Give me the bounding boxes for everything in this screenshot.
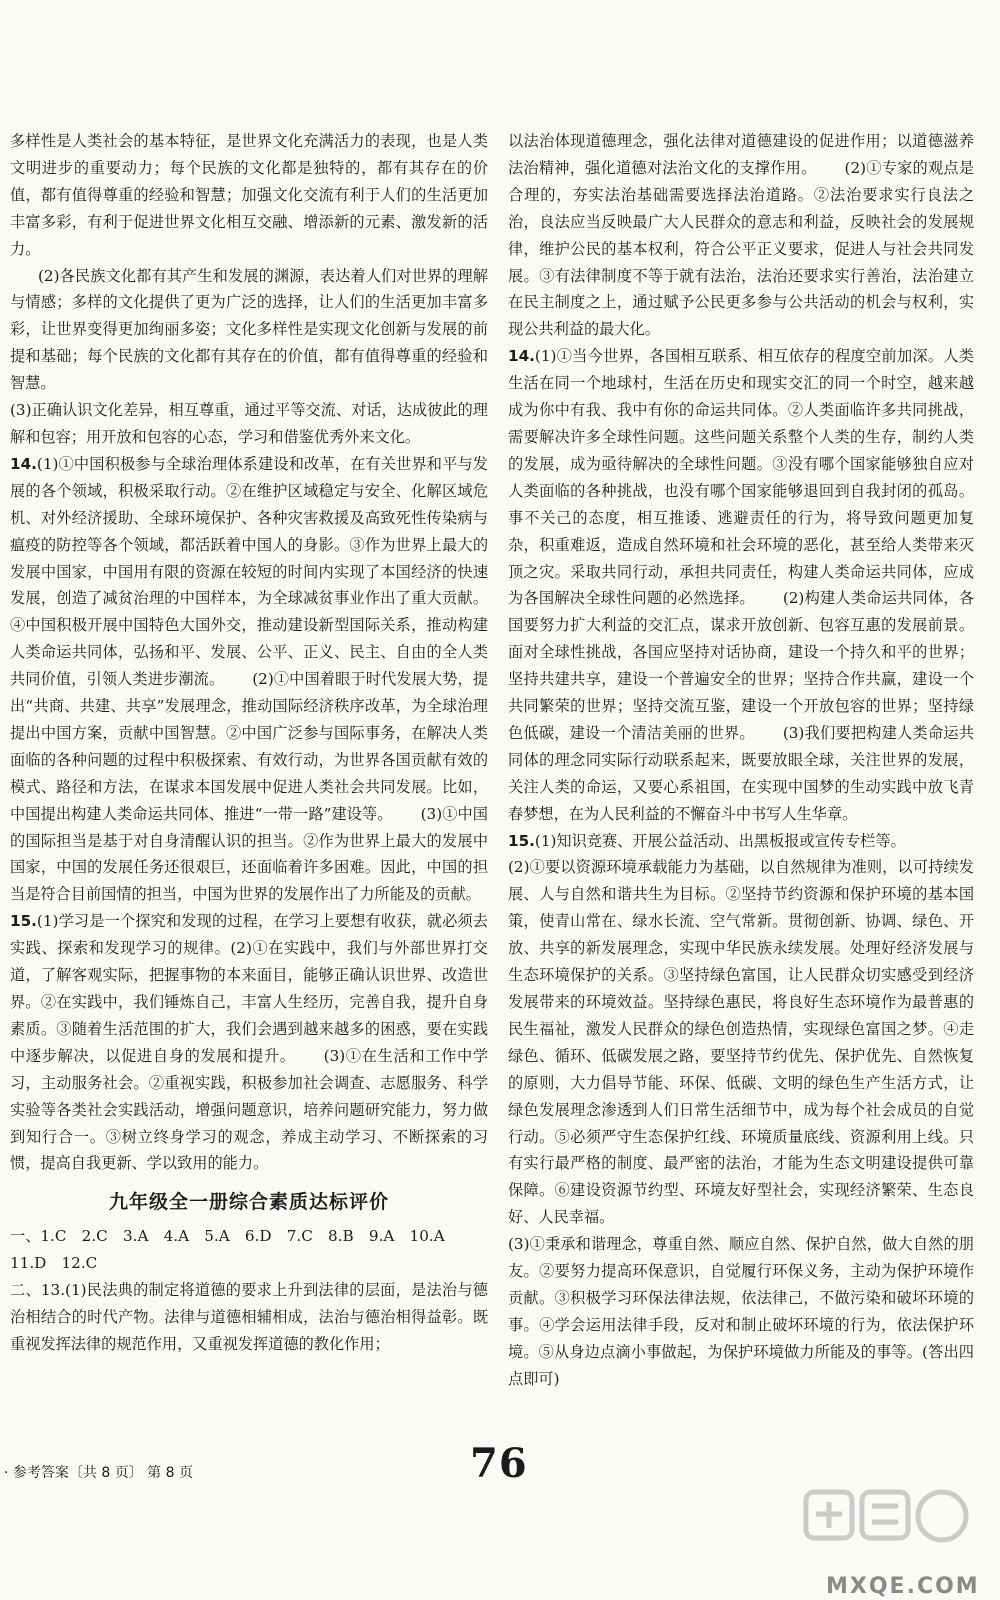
footer-label: · 参考答案〔共 8 页〕 第 8 页	[4, 1465, 193, 1481]
question-number: 14.	[508, 347, 535, 366]
watermark-text: MXQE.COM	[826, 1574, 980, 1599]
question-number: 14.	[10, 454, 37, 473]
paragraph	[10, 263, 488, 398]
answer-line: 一、1.C 2.C 3.A 4.A 5.A 6.D 7.C 8.B 9.A 10.A	[10, 1227, 445, 1246]
paragraph-text: 以法治体现道德理念，强化法律对道德建设的促进作用；以道德滋养法治精神，强化道德对法治文化的支撑作用。	[508, 132, 974, 177]
multiple-choice-answers	[10, 1223, 488, 1277]
paragraph-text: (1)知识竞赛、开展公益活动、出黑板报或宣传专栏等。	[534, 831, 906, 850]
question-15	[508, 828, 974, 855]
answer-line: 11.D 12.C	[10, 1254, 98, 1273]
paragraph-text: (3)①在生活和工作中学习，主动服务社会。②重视实践，积极参加社会调查、志愿服务、科学实验等各类社会实践活动，增强问题意识，培养问题研究能力，努力做到知行合一。③树立终身学习的观念，养成主动学习、不断探索的习惯，提高自我更新、学以致用的能力。	[10, 1046, 488, 1173]
paragraph: 多样性是人类社会的基本特征，是世界文化充满活力的表现，也是人类文明进步的重要动力；每个民族的文化都是独特的，都有其存在的价值，都有值得尊重的经验和智慧；加强文化交流有利于人们的生活更加丰富多彩，有利于促进世界文化相互交融、增添新的元素、激发新的活力。	[10, 132, 488, 258]
question-15	[10, 908, 488, 1177]
section-title: 九年级全一册综合素质达标评价	[108, 1191, 389, 1214]
paragraph-text: (3)我们要把构建人类命运共同体的理念同实际行动联系起来，既要放眼全球，关注世界的发展，关注人类的命运，又要心系祖国，在实现中国梦的生动实践中放飞青春梦想，在为人民利益的不懈奋斗中书写人生华章。	[508, 723, 975, 823]
question-14	[508, 343, 974, 827]
page-number: 76	[470, 1440, 528, 1487]
paragraph-text: (2)构建人类命运共同体，各国要努力扩大利益的交汇点，谋求开放创新、包容互惠的发展前景。面对全球性挑战，各国应坚持对话协商，建设一个持久和平的世界；坚持共建共享，建设一个普遍安全的世界；坚持合作共赢，建设一个共同繁荣的世界；坚持交流互鉴，建设一个开放包容的世界；坚持绿色低碳，建设一个清洁美丽的世界。	[508, 589, 975, 742]
question-number: 15.	[508, 831, 535, 850]
paragraph-text: (1)①当今世界，各国相互联系、相互依存的程度空前加深。人类生活在同一个地球村，生活在历史和现实交汇的同一个时空，越来越成为你中有我、我中有你的命运共同体。②人类面临许多共同挑战，需要解决许多全球性问题。这些问题关系整个人类的生存，制约人类的发展，成为亟待解决的全球性问题。③没有哪个国家能够独自应对人类面临的各种挑战，也没有哪个国家能够退回到自我封闭的孤岛。事不关己的态度，相互推诿、逃避责任的行为，将导致问题更加复杂，积重难返，造成自然环境和社会环境的恶化，甚至给人类带来灭顶之灾。采取共同行动，承担共同责任，构建人类命运共同体，应成为各国解决全球性问题的必然选择。	[508, 347, 974, 608]
left-column	[10, 128, 488, 1358]
paragraph: (2)①要以资源环境承载能力为基础，以自然规律为准则，以可持续发展、人与自然和谐共生为目标。②坚持节约资源和保护环境的基本国策，使青山常在、绿水长流、空气常新。贯彻创新、协调、绿色、开放、共享的新发展理念，实现中华民族永续发展。处理好经济发展与生态环境保护的关系。③坚持绿色富国，让人民群众切实感受到经济发展带来的环境效益。坚持绿色惠民，将良好生态环境作为最普惠的民生福祉，激发人民群众的绿色创造热情，实现绿色富国之梦。④走绿色、循环、低碳发展之路，要坚持节约优先、保护优先、自然恢复的原则，大力倡导节能、环保、低碳、文明的绿色生产生活方式，让绿色发展理念渗透到人们日常生活细节中，成为每个社会成员的自觉行动。⑤必须严守生态保护红线、环境质量底线、资源利用上线。只有实行最严格的制度、最严密的法治，才能为生态文明建设提供可靠保障。⑥建设资源节约型、环境友好型社会，实现经济繁荣、生态良好、人民幸福。	[508, 858, 974, 1227]
right-column	[508, 128, 974, 1393]
paragraph	[508, 128, 974, 343]
paragraph: (3)正确认识文化差异，相互尊重，通过平等交流、对话，达成彼此的理解和包容；用开放和包容的心态，学习和借鉴优秀外来文化。	[10, 401, 488, 446]
paragraph-text: (2)各民族文化都有其产生和发展的渊源，表达着人们对世界的理解与情感；多样的文化提供了更为广泛的选择，让人们的生活更加丰富多彩，让世界变得更加绚丽多姿；文化多样性是实现文化创新与发展的前提和基础；每个民族的文化都有其存在的价值，都有值得尊重的经验和智慧。	[10, 266, 488, 393]
question-number: 15.	[10, 912, 37, 931]
paragraph-text: (2)①中国着眼于时代发展大势，提出“共商、共建、共享”发展理念，推动国际经济秩序改革，为全球治理提出中国方案，贡献中国智慧。②中国广泛参与国际事务，在解决人类面临的各种问题的过程中积极探索、有效行动，为世界各国贡献有效的模式、路径和方法，在谋求本国发展中促进人类社会共同发展。比如，中国提出构建人类命运共同体、推进“一带一路”建设等。	[10, 670, 489, 823]
paragraph-text: (1)①中国积极参与全球治理体系建设和改革，在有关世界和平与发展的各个领域，积极采取行动。②在维护区域稳定与安全、化解区域危机、对外经济援助、全球环境保护、各种灾害救援及高致死性传染病与瘟疫的防控等各个领域，都活跃着中国人的身影。③作为世界上最大的发展中国家，中国用有限的资源在较短的时间内实现了本国经济的快速发展，创造了减贫治理的中国样本，为全球减贫事业作出了重大贡献。④中国积极开展中国特色大国外交，推动建设新型国际关系，推动构建人类命运共同体，弘扬和平、发展、公平、正义、民主、自由的全人类共同价值，引领人类进步潮流。	[10, 454, 488, 689]
paragraph-text: (3)①中国的国际担当是基于对自身清醒认识的担当。②作为世界上最大的发展中国家，中国的发展任务还很艰巨，还面临着许多困难。因此，中国的担当是符合目前国情的担当，中国为世界的发展作出了力所能及的贡献。	[10, 804, 488, 904]
question-13: 二、13.(1)民法典的制定将道德的要求上升到法律的层面，是法治与德治相结合的时代产物。法律与道德相辅相成，法治与德治相得益彰。既重视发挥法律的规范作用，又重视发挥道德的教化作用；	[10, 1281, 488, 1353]
paragraph-text: (2)①专家的观点是合理的，夯实法治基础需要选择法治道路。②法治要求实行良法之治，良法应当反映最广大人民群众的意志和利益，反映社会的发展规律，维护公民的基本权利，符合公平正义要求，促进人与社会共同发展。③有法律制度不等于就有法治，法治还要求实行善治，法治建立在民主制度之上，通过赋予公民更多参与公共活动的机会与权利，实现公共利益的最大化。	[508, 158, 975, 339]
question-14	[10, 451, 488, 908]
paragraph: (3)①秉承和谐理念，尊重自然、顺应自然、保护自然，做大自然的朋友。②要努力提高环保意识，自觉履行环保义务，主动为保护环境作贡献。③积极学习环保法律法规，依法律己，不做污染和破坏环境的事。④学会运用法律手段，反对和制止破坏环境的行为，依法保护环境。⑤从身边点滴小事做起，为保护环境做力所能及的事等。(答出四点即可)	[508, 1235, 974, 1388]
paragraph-text: (1)学习是一个探究和发现的过程，在学习上要想有收获，就必须去实践、探索和发现学习的规律。(2)①在实践中，我们与外部世界打交道，了解客观实际，把握事物的本来面目，能够正确认识世界、改造世界。②在实践中，我们锤炼自己，丰富人生经历，完善自我，提升自身素质。③随着生活范围的扩大，我们会遇到越来越多的困惑，要在实践中逐步解决，以促进自身的发展和提升。	[10, 912, 488, 1065]
